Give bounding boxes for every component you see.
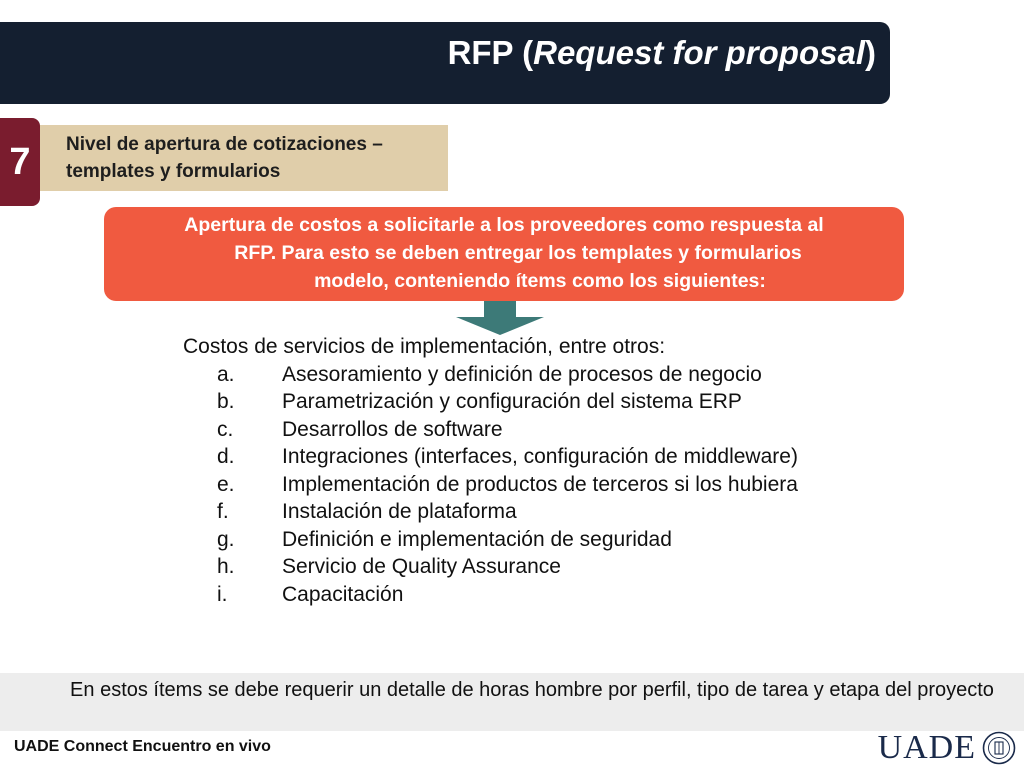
list-item <box>183 361 843 389</box>
list-item-marker: d. <box>217 445 235 468</box>
list-item <box>183 498 843 526</box>
cost-items-list <box>183 333 843 608</box>
note-box <box>0 673 1024 731</box>
list-item <box>183 388 843 416</box>
list-item-text: Asesoramiento y definición de procesos de negocio <box>282 362 762 386</box>
callout-line-3: modelo, conteniendo ítems como los siguientes: <box>314 270 766 292</box>
callout-box <box>104 207 904 301</box>
list-item <box>183 416 843 444</box>
uade-logo <box>878 730 1016 766</box>
list-item <box>183 471 843 499</box>
list-intro: Costos de servicios de implementación, entre otros: <box>183 335 666 358</box>
callout-line-2: RFP. Para esto se deben entregar los templates y formularios <box>234 242 802 264</box>
list-item <box>183 443 843 471</box>
list-item-text: Instalación de plataforma <box>282 500 517 523</box>
list-item-text: Implementación de productos de terceros si los hubiera <box>282 472 798 496</box>
title-suffix: ) <box>865 34 876 71</box>
list-item-marker: c. <box>217 417 234 441</box>
list-item <box>183 553 843 581</box>
list-item-text: Integraciones (interfaces, configuración de middleware) <box>282 445 798 468</box>
down-arrow-icon <box>456 301 544 335</box>
list-item <box>183 526 843 554</box>
section-header-box <box>40 125 448 191</box>
note-text: En estos ítems se debe requerir un detalle de horas hombre por perfil, tipo de tarea y etapa del proyecto <box>70 679 994 701</box>
slide-title <box>448 34 876 72</box>
list-item-marker: b. <box>217 390 235 413</box>
title-bar <box>0 22 890 104</box>
list-item-text: Capacitación <box>282 582 404 606</box>
list-item-marker: f. <box>217 500 229 523</box>
section-number-badge: 7 <box>0 118 40 206</box>
section-title: Nivel de apertura de cotizaciones – templates y formularios <box>66 134 383 182</box>
list-item-text: Servicio de Quality Assurance <box>282 555 561 578</box>
list-item-marker: i. <box>217 582 228 606</box>
list-item-marker: a. <box>217 362 235 386</box>
footer-label: UADE Connect Encuentro en vivo <box>14 738 271 755</box>
logo-text: UADE <box>877 729 976 766</box>
list-item-text: Parametrización y configuración del sistema ERP <box>282 390 742 413</box>
list-item-marker: h. <box>217 555 235 578</box>
title-italic: Request for proposal <box>533 34 865 71</box>
list-item-text: Desarrollos de software <box>282 417 503 441</box>
fundacion-uade-seal-icon <box>982 731 1016 765</box>
title-prefix: RFP ( <box>447 34 534 71</box>
list-item-marker: e. <box>217 472 235 496</box>
callout-line-1: Apertura de costos a solicitarle a los proveedores como respuesta al <box>184 214 824 236</box>
item-list <box>183 361 843 609</box>
list-item <box>183 581 843 609</box>
list-item-marker: g. <box>217 527 235 551</box>
list-item-text: Definición e implementación de seguridad <box>282 527 672 551</box>
